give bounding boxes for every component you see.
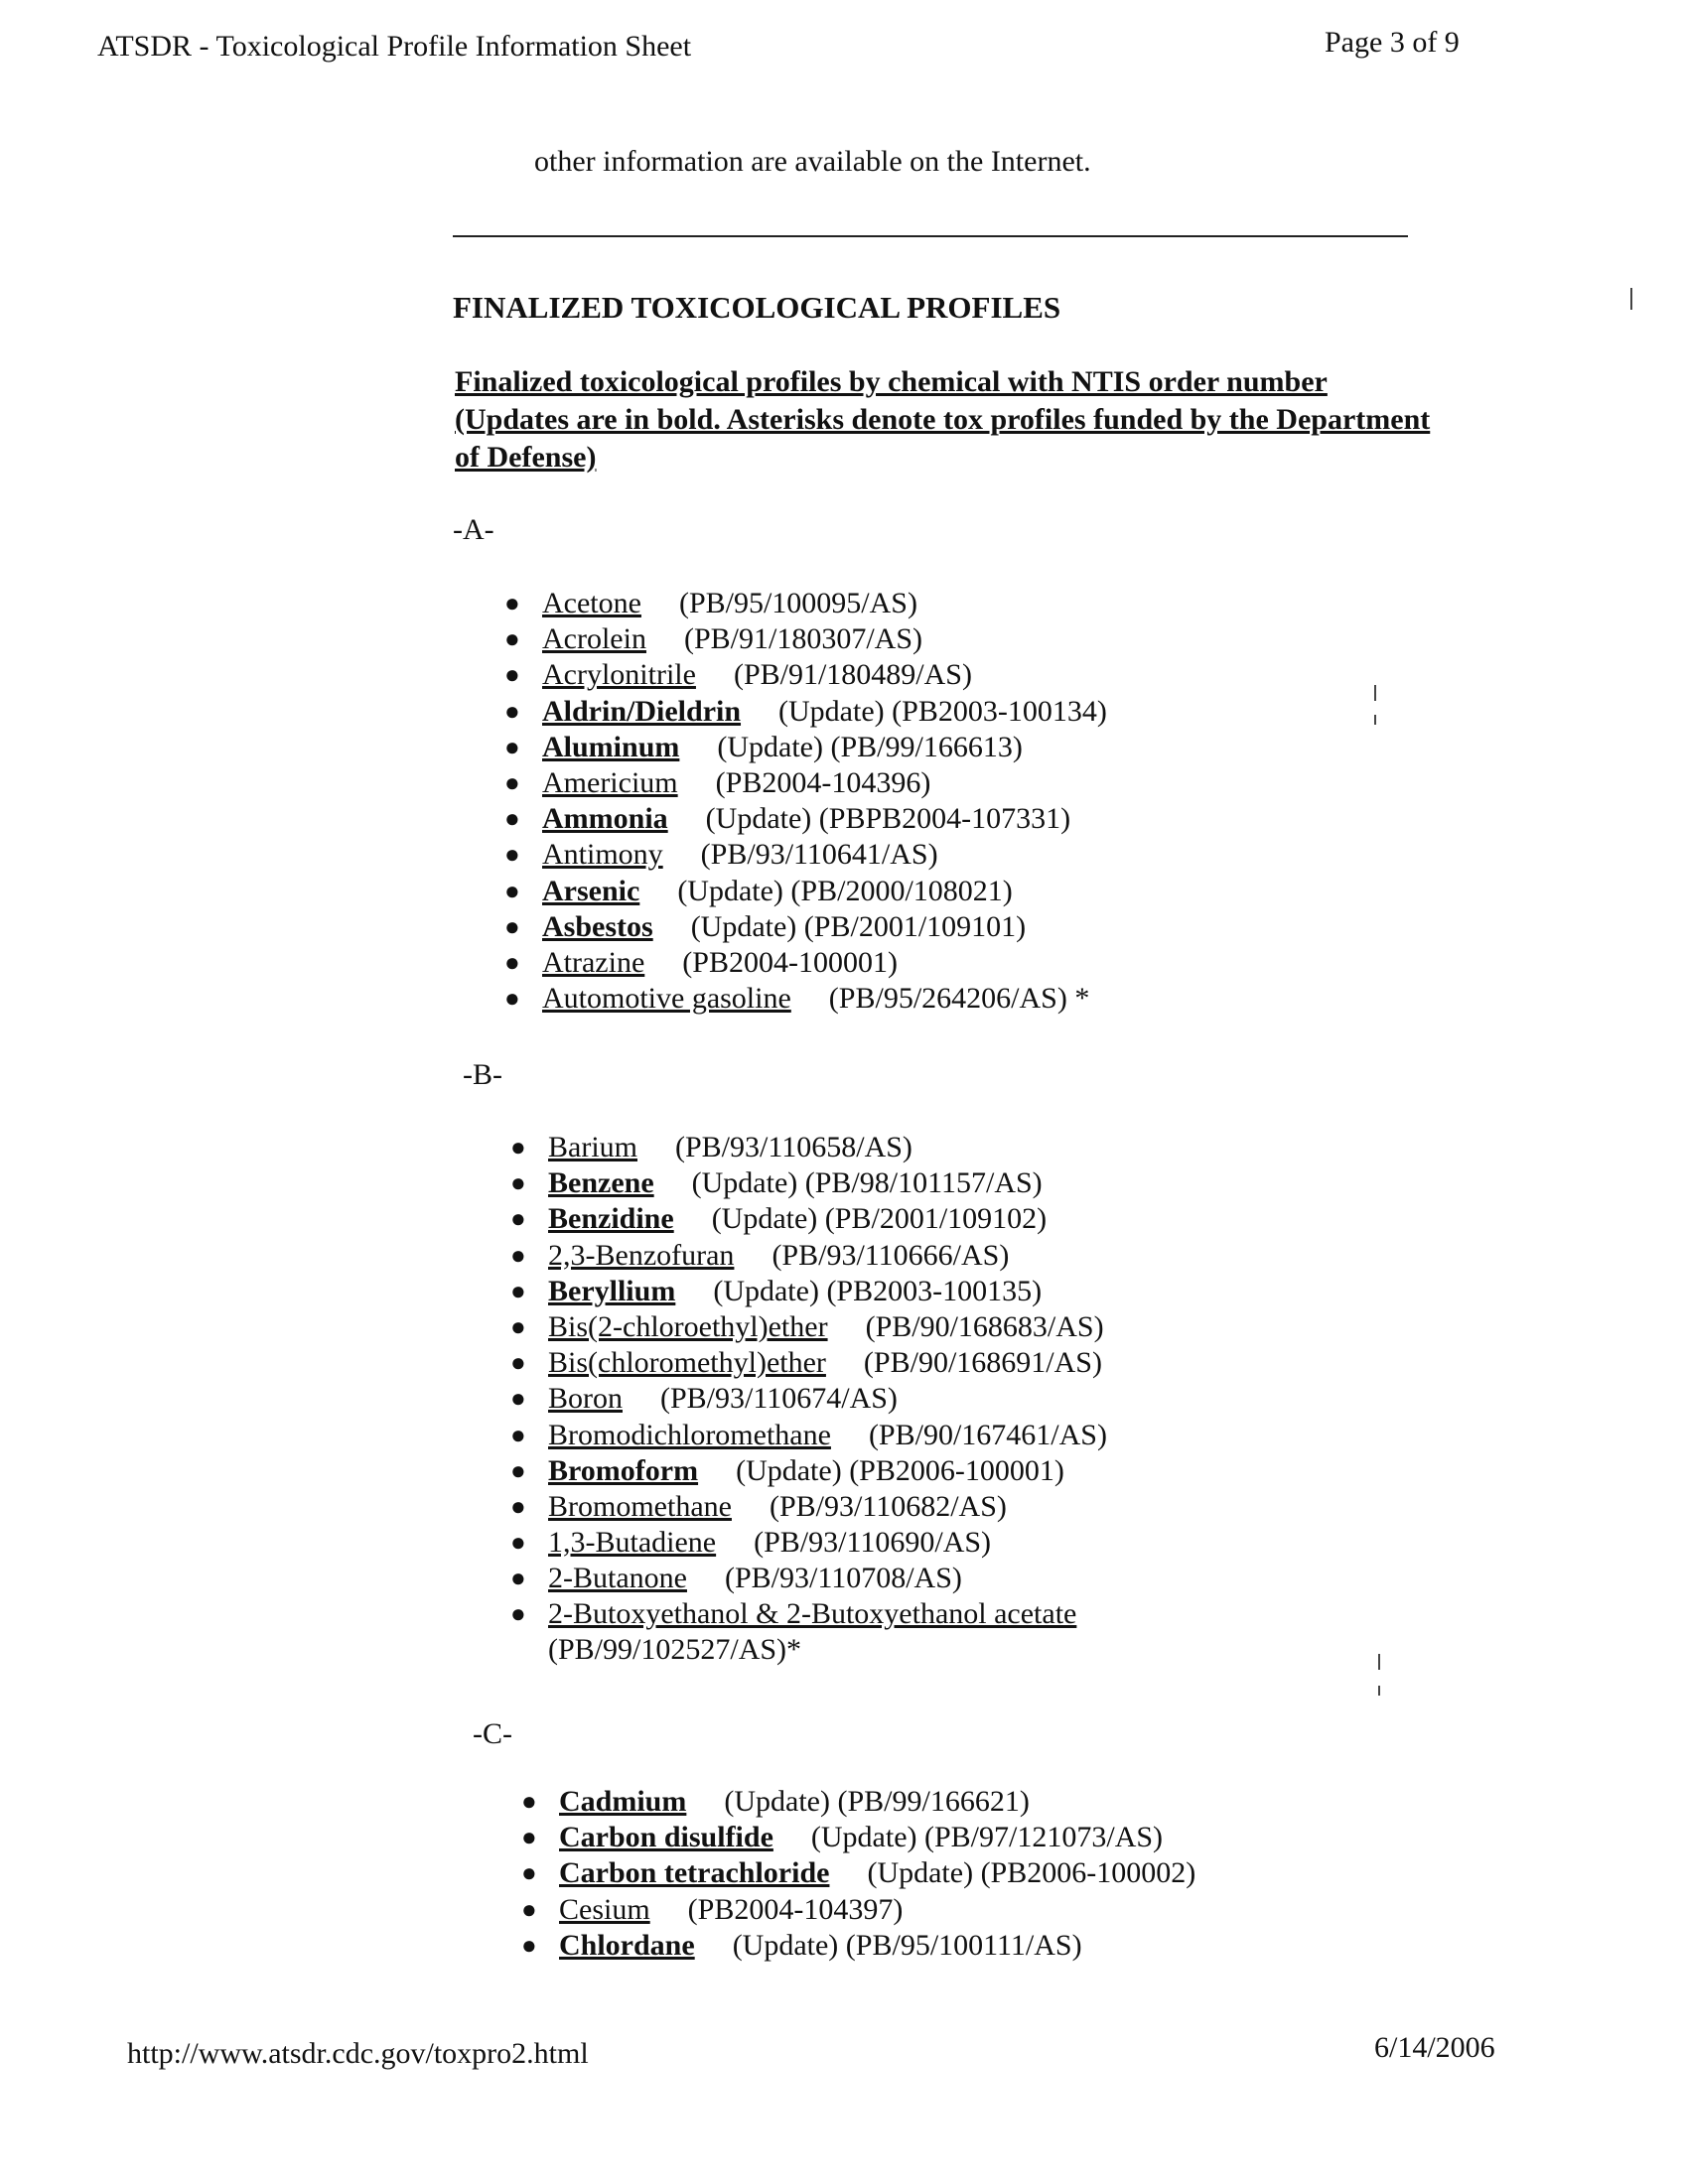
bullet-icon: ●	[504, 840, 520, 870]
ntis-order-number: (Update) (PB/99/166621)	[724, 1785, 1030, 1818]
chemical-link[interactable]: Cesium	[559, 1892, 650, 1926]
chemical-link[interactable]: Americium	[542, 765, 678, 799]
ntis-order-number: (PB/93/110708/AS)	[724, 1562, 962, 1595]
chemical-link[interactable]: Acrolein	[542, 622, 646, 656]
ntis-order-number: (PB/91/180489/AS)	[733, 658, 972, 692]
chemical-link[interactable]: Beryllium	[548, 1274, 676, 1307]
ntis-order-number: (Update) (PB2006-100001)	[736, 1453, 1064, 1487]
list-item	[510, 1418, 1107, 1453]
ntis-order-number: (PB2004-100001)	[682, 945, 898, 979]
chemical-link[interactable]: Boron	[548, 1382, 623, 1416]
list-item	[504, 909, 1107, 945]
list-item	[510, 1345, 1107, 1381]
divider	[453, 235, 1408, 237]
list-item	[510, 1453, 1107, 1489]
scan-mark	[1378, 1686, 1380, 1696]
section-letter-b: -B-	[463, 1058, 502, 1091]
chemical-link[interactable]: Acrylonitrile	[542, 658, 696, 692]
chemical-link[interactable]: Benzidine	[548, 1202, 674, 1236]
ntis-order-number: (PB/90/168683/AS)	[865, 1309, 1104, 1343]
chemical-link[interactable]: Aluminum	[542, 730, 680, 763]
bullet-icon: ●	[510, 1276, 526, 1305]
ntis-order-number: (PB2004-104396)	[715, 765, 931, 799]
bullet-icon: ●	[521, 1930, 537, 1960]
list-item	[510, 1130, 1107, 1165]
footer-date: 6/14/2006	[1374, 2031, 1495, 2064]
ntis-order-number: (Update) (PB/99/166613)	[717, 730, 1023, 763]
list-item	[504, 586, 1107, 621]
chemical-link[interactable]: Automotive gasoline	[542, 982, 791, 1016]
ntis-order-number: (PB/93/110666/AS)	[772, 1238, 1010, 1272]
chemical-link[interactable]: 2-Butoxyethanol & 2-Butoxyethanol acetate	[548, 1597, 1077, 1631]
bullet-icon: ●	[521, 1823, 537, 1852]
ntis-order-number: (Update) (PB/2001/109102)	[711, 1202, 1048, 1236]
chemical-link[interactable]: Bromoform	[548, 1453, 699, 1487]
list-item	[504, 837, 1107, 873]
bullet-icon: ●	[504, 624, 520, 654]
bullet-icon: ●	[510, 1564, 526, 1593]
list-item	[504, 765, 1107, 801]
list-item	[510, 1201, 1107, 1237]
ntis-order-number: (PB/91/180307/AS)	[683, 622, 922, 656]
bullet-icon: ●	[510, 1491, 526, 1521]
chemical-link[interactable]: Bromomethane	[548, 1489, 732, 1523]
chemical-link[interactable]: Barium	[548, 1131, 637, 1163]
list-item	[504, 801, 1107, 837]
section-letter-a: -A-	[453, 513, 494, 546]
bullet-icon: ●	[504, 876, 520, 905]
ntis-order-number: (Update) (PBPB2004-107331)	[705, 802, 1071, 836]
chemical-link[interactable]: Antimony	[542, 838, 663, 872]
chemical-link[interactable]: 2,3-Benzofuran	[548, 1238, 735, 1272]
chemical-link[interactable]: Arsenic	[542, 874, 640, 907]
bullet-icon: ●	[510, 1348, 526, 1378]
bullet-icon: ●	[510, 1599, 526, 1629]
intro-text: other information are available on the Internet.	[534, 145, 1091, 178]
chemical-link[interactable]: Bromodichloromethane	[548, 1418, 831, 1451]
ntis-order-number: (PB/90/168691/AS)	[863, 1346, 1102, 1380]
list-item	[510, 1238, 1107, 1274]
ntis-order-number: (PB/93/110674/AS)	[660, 1382, 898, 1416]
ntis-order-number: (PB/90/167461/AS)	[868, 1418, 1107, 1451]
bullet-icon: ●	[504, 589, 520, 617]
bullet-icon: ●	[510, 1133, 526, 1161]
chemical-link[interactable]: Ammonia	[542, 802, 668, 836]
ntis-order-number: (Update) (PB/97/121073/AS)	[810, 1821, 1164, 1854]
bullet-icon: ●	[510, 1204, 526, 1234]
header-title: ATSDR - Toxicological Profile Information Sheet	[97, 30, 692, 63]
chemical-link[interactable]: Bis(chloromethyl)ether	[548, 1346, 826, 1380]
list-item	[504, 874, 1107, 909]
bullet-icon: ●	[510, 1168, 526, 1198]
list-item	[521, 1784, 1195, 1820]
list-item	[510, 1596, 1107, 1668]
list-item	[521, 1892, 1195, 1928]
list-item	[510, 1525, 1107, 1561]
bullet-icon: ●	[504, 696, 520, 726]
bullet-icon: ●	[504, 947, 520, 977]
list-section-c	[521, 1784, 1196, 1964]
chemical-link[interactable]: 2-Butanone	[548, 1562, 687, 1595]
list-item	[510, 1309, 1107, 1345]
chemical-link[interactable]: Bis(2-chloroethyl)ether	[548, 1309, 828, 1343]
bullet-icon: ●	[510, 1311, 526, 1341]
bullet-icon: ●	[510, 1420, 526, 1449]
ntis-order-number: (Update) (PB2003-100134)	[778, 694, 1107, 728]
ntis-order-number: (PB/95/100095/AS)	[678, 587, 917, 619]
list-item	[510, 1561, 1107, 1596]
list-item	[510, 1274, 1107, 1309]
ntis-order-number: (Update) (PB2003-100135)	[713, 1274, 1043, 1307]
bullet-icon: ●	[510, 1455, 526, 1485]
ntis-order-number: (Update) (PB2006-100002)	[867, 1856, 1196, 1890]
bullet-icon: ●	[521, 1858, 537, 1888]
bullet-icon: ●	[510, 1528, 526, 1558]
chemical-link[interactable]: Carbon tetrachloride	[559, 1856, 830, 1890]
bullet-icon: ●	[504, 911, 520, 941]
ntis-order-number: (PB2004-104397)	[687, 1892, 904, 1926]
chemical-link[interactable]: Asbestos	[542, 909, 653, 943]
ntis-order-number: (Update) (PB/2001/109101)	[690, 909, 1027, 943]
bullet-icon: ●	[510, 1384, 526, 1414]
bullet-icon: ●	[521, 1894, 537, 1924]
chemical-link[interactable]: Benzene	[548, 1166, 654, 1200]
list-item	[521, 1820, 1195, 1855]
chemical-link[interactable]: Acetone	[542, 587, 641, 619]
ntis-order-number: (PB/99/102527/AS)*	[548, 1633, 802, 1667]
ntis-order-number: (PB/93/110641/AS)	[700, 838, 938, 872]
bullet-icon: ●	[504, 984, 520, 1014]
list-item	[504, 621, 1107, 657]
subheading-link[interactable]: Finalized toxicological profiles by chemical with NTIS order number (Updates are in bold. Asterisks denote tox profiles funded by the Department of Defense)	[455, 365, 1431, 474]
section-heading: FINALIZED TOXICOLOGICAL PROFILES	[453, 290, 1061, 325]
bullet-icon: ●	[510, 1240, 526, 1270]
ntis-order-number: (Update) (PB/95/100111/AS)	[732, 1928, 1082, 1962]
list-item	[521, 1855, 1196, 1891]
scan-mark	[1630, 288, 1632, 310]
list-item	[504, 694, 1107, 730]
page-number: Page 3 of 9	[1325, 26, 1460, 59]
bullet-icon: ●	[521, 1787, 537, 1816]
ntis-order-number: (PB/95/264206/AS) *	[828, 982, 1090, 1016]
scan-mark	[1374, 685, 1376, 701]
section-letter-c: -C-	[473, 1717, 512, 1750]
bullet-icon: ●	[504, 732, 520, 761]
ntis-order-number: (PB/93/110690/AS)	[754, 1526, 992, 1560]
list-item	[504, 945, 1107, 981]
bullet-icon: ●	[504, 660, 520, 690]
list-item	[504, 730, 1107, 765]
chemical-link[interactable]: Chlordane	[559, 1928, 695, 1962]
chemical-link[interactable]: Cadmium	[559, 1785, 687, 1818]
bullet-icon: ●	[504, 767, 520, 797]
footer-url: http://www.atsdr.cdc.gov/toxpro2.html	[127, 2037, 589, 2070]
ntis-order-number: (Update) (PB/2000/108021)	[677, 874, 1013, 907]
chemical-link[interactable]: Atrazine	[542, 945, 645, 979]
list-item	[504, 981, 1107, 1017]
ntis-order-number: (PB/93/110682/AS)	[769, 1489, 1007, 1523]
list-section-a	[504, 586, 1107, 1017]
chemical-link[interactable]: Carbon disulfide	[559, 1821, 773, 1854]
chemical-link[interactable]: 1,3-Butadiene	[548, 1526, 717, 1560]
list-item	[521, 1928, 1195, 1964]
scan-mark	[1374, 715, 1376, 725]
scan-mark	[1378, 1654, 1380, 1670]
ntis-order-number: (Update) (PB/98/101157/AS)	[691, 1166, 1043, 1200]
chemical-link[interactable]: Aldrin/Dieldrin	[542, 694, 742, 728]
list-item	[510, 1489, 1107, 1525]
list-section-b	[510, 1130, 1107, 1668]
ntis-order-number: (PB/93/110658/AS)	[675, 1131, 912, 1163]
list-item	[510, 1165, 1107, 1201]
bullet-icon: ●	[504, 804, 520, 834]
list-item	[504, 657, 1107, 693]
list-item	[510, 1381, 1107, 1417]
